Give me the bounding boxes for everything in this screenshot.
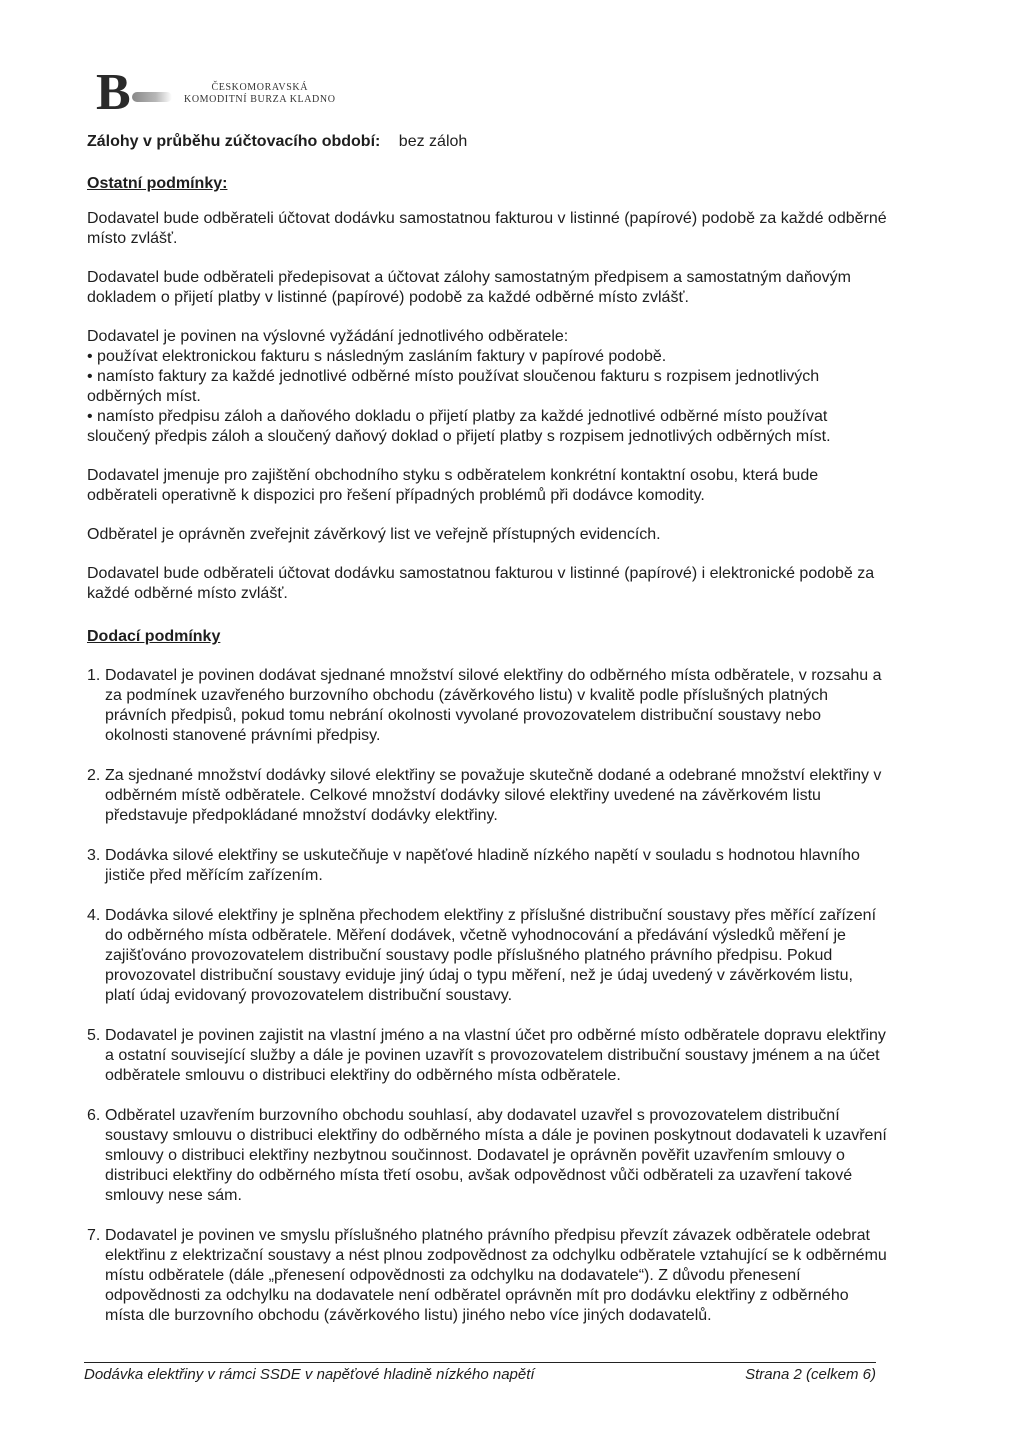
delivery-conditions-list [87,666,887,1326]
item-number: 3. [87,847,101,864]
list-item [87,1026,887,1086]
list-item: • namísto faktury za každé jednotlivé odběrné místo používat sloučenou fakturu s rozpisem jednotlivých odběrných míst. [87,367,887,407]
deposits-line [87,132,887,152]
item-text: Dodavatel je povinen zajistit na vlastní jméno a na vlastní účet pro odběrné místo odběratele dopravu elektřiny a ostatní související služby a dále je povinen uzavřít s provozovatelem distribuční soustavy jménem a na účet odběratele smlouvu o distribuci elektřiny do odběrného místa odběratele. [105,1027,886,1084]
item-number: 4. [87,907,101,924]
list-item: • používat elektronickou fakturu s následným zasláním faktury v papírové podobě. [87,347,887,367]
item-text: Dodávka silové elektřiny je splněna přechodem elektřiny z příslušné distribuční soustavy přes měřící zařízení do odběrného místa odběratele. Měření dodávek, včetně vyhodnocování a předávání výsledků měření je zajišťováno provozovatelem distribuční soustavy podle příslušného platného právního předpisu. Pokud provozovatel distribuční soustavy eviduje jiný údaj o typu měření, než je údaj uvedený v závěrkovém listu, platí údaj evidovaný provozovatelem distribuční soustavy. [105,907,877,1004]
request-options [87,327,887,447]
bullet-list [87,347,887,447]
item-number: 2. [87,767,101,784]
logo-mark [132,92,172,102]
paragraph: Dodavatel je povinen na výslovné vyžádání jednotlivého odběratele: [87,328,569,345]
logo-letter: B [96,64,129,121]
paragraph: Dodavatel jmenuje pro zajištění obchodního styku s odběratelem konkrétní kontaktní osobu, která bude odběrateli operativně k dispozici pro řešení případných problémů při dodávce komodity. [87,467,819,504]
logo-text [184,82,336,106]
list-item [87,666,887,746]
item-text: Dodávka silové elektřiny se uskutečňuje v napěťové hladině nízkého napětí v souladu s hodnotou hlavního jističe před měřícím zařízením. [105,847,860,884]
paragraph: Dodavatel bude odběrateli účtovat dodávku samostatnou fakturou v listinné (papírové) podobě za každé odběrné místo zvlášť. [87,210,887,247]
list-item [87,1226,887,1326]
list-item [87,1106,887,1206]
item-number: 5. [87,1027,101,1044]
page-footer [84,1362,876,1383]
item-number: 7. [87,1227,101,1244]
page-number: Strana 2 (celkem 6) [745,1366,876,1383]
list-item [87,906,887,1006]
list-item: • namísto předpisu záloh a daňového dokladu o přijetí platby za každé jednotlivé odběrné místo používat sloučený předpis záloh a sloučený daňový doklad o přijetí platby s rozpisem jednotlivých odběrných míst. [87,407,887,447]
other-conditions-heading: Ostatní podmínky: [87,175,228,192]
item-text: Za sjednané množství dodávky silové elektřiny se považuje skutečně dodané a odebrané množství elektřiny v odběrném místě odběratele. Celkové množství dodávky silové elektřiny uvedené na závěrkovém listu představuje předpokládané množství dodávky elektřiny. [105,767,882,824]
footer-title: Dodávka elektřiny v rámci SSDE v napěťové hladině nízkého napětí [84,1366,535,1383]
exchange-logo [96,64,396,121]
item-text: Dodavatel je povinen ve smyslu příslušného platného právního předpisu převzít závazek odběratele odebrat elektřinu z elektrizační soustavy a nést plnou zodpovědnost za odchylku odběratele vztahující se k odběrnému místu odběratele (dále „přenesení odpovědnosti za odchylku na dodavatele“). Z důvodu přenesení odpovědnosti za odchylku na dodavatele není odběratel oprávněn mít pro dodávku elektřiny z odběrného místa dle burzovního obchodu (závěrkového listu) jiného nebo více jiných dodavatelů. [105,1227,887,1324]
item-text: Odběratel uzavřením burzovního obchodu souhlasí, aby dodavatel uzavřel s provozovatelem distribuční soustavy smlouvu o distribuci elektřiny do odběrného místa a dále je povinen poskytnout dodavateli k uzavření smlouvy o distribuci elektřiny nezbytnou součinnost. Dodavatel je oprávněn pověřit uzavřením smlouvy o distribuci elektřiny do odběrného místa třetí osobu, avšak odpovědnost vůči odběrateli za uzavření takové smlouvy nese sám. [105,1107,887,1204]
paragraph: Dodavatel bude odběrateli účtovat dodávku samostatnou fakturou v listinné (papírové) i elektronické podobě za každé odběrné místo zvlášť. [87,565,875,602]
logo-line1: ČESKOMORAVSKÁ [211,82,309,93]
logo-line2: KOMODITNÍ BURZA KLADNO [184,94,336,105]
item-number: 6. [87,1107,101,1124]
item-text: Dodavatel je povinen dodávat sjednané množství silové elektřiny do odběrného místa odběratele, v rozsahu a za podmínek uzavřeného burzovního obchodu (závěrkového listu) v kvalitě podle příslušných platných právních předpisů, pokud tomu nebrání okolnosti vyvolané provozovatelem distribuční soustavy nebo okolnosti stanovené právními předpisy. [105,667,882,744]
delivery-conditions-heading: Dodací podmínky [87,628,221,645]
list-item [87,766,887,826]
deposits-value: bez záloh [398,133,468,150]
paragraph: Odběratel je oprávněn zveřejnit závěrkový list ve veřejně přístupných evidencích. [87,526,661,543]
document-body [87,132,887,1346]
item-number: 1. [87,667,101,684]
deposits-label: Zálohy v průběhu zúčtovacího období: [87,133,381,150]
paragraph: Dodavatel bude odběrateli předepisovat a účtovat zálohy samostatným předpisem a samostatným daňovým dokladem o přijetí platby v listinné (papírové) podobě za každé odběrné místo zvlášť. [87,269,851,306]
list-item [87,846,887,886]
